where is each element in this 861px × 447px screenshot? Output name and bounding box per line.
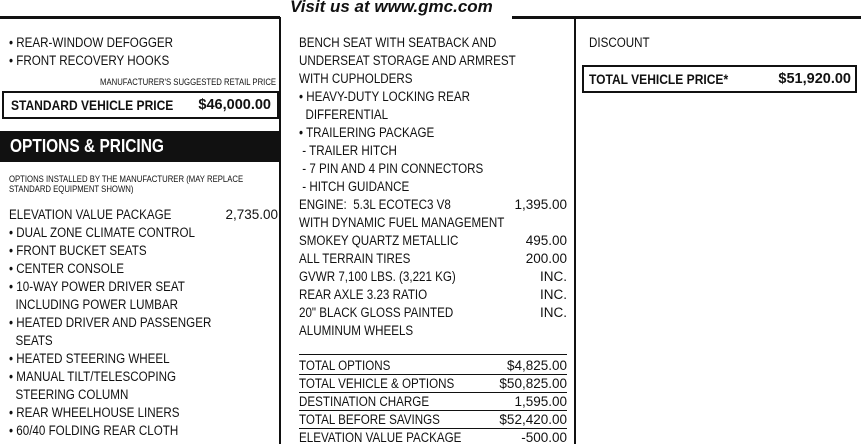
section-title: OPTIONS & PRICING <box>10 136 164 156</box>
options-pricing-banner <box>0 131 279 162</box>
option-line-text: UNDERSEAT STORAGE AND ARMREST <box>299 53 516 68</box>
package-item: SEATS <box>9 333 53 348</box>
website-url: Visit us at www.gmc.com <box>290 0 493 16</box>
package-item: • CENTER CONSOLE <box>9 261 125 276</box>
option-line-text: WITH CUPHOLDERS <box>299 71 413 86</box>
totals-top-rule <box>299 354 567 355</box>
column-divider-left <box>279 17 281 444</box>
totals-value: $50,825.00 <box>499 376 567 391</box>
standard-price-box <box>2 91 279 119</box>
standard-price-label: STANDARD VEHICLE PRICE <box>11 97 174 113</box>
totals-label: ELEVATION VALUE PACKAGE <box>299 430 462 445</box>
totals-value: $4,825.00 <box>506 358 567 373</box>
package-name: ELEVATION VALUE PACKAGE <box>9 207 172 222</box>
totals-value: 1,595.00 <box>514 394 567 409</box>
option-line-text: GVWR 7,100 LBS. (3,221 KG) <box>299 269 456 284</box>
msrp-caption: MANUFACTURER'S SUGGESTED RETAIL PRICE <box>100 77 277 87</box>
option-line-price: INC. <box>540 305 567 320</box>
option-line-price: 495.00 <box>525 233 567 248</box>
option-line-price: 1,395.00 <box>514 197 567 212</box>
package-item: STEERING COLUMN <box>9 387 129 402</box>
option-line-text: ENGINE: 5.3L ECOTEC3 V8 <box>299 197 451 212</box>
package-item: • 60/40 FOLDING REAR CLOTH <box>9 423 179 438</box>
totals-label: TOTAL OPTIONS <box>299 358 391 373</box>
total-price-label: TOTAL VEHICLE PRICE* <box>589 71 729 87</box>
option-line-text: DIFFERENTIAL <box>299 107 389 122</box>
option-line-text: - 7 PIN AND 4 PIN CONNECTORS <box>299 161 484 176</box>
package-item: • 10-WAY POWER DRIVER SEAT <box>9 279 185 294</box>
totals-value: -500.00 <box>521 430 567 445</box>
column-divider-right <box>574 17 576 444</box>
option-line-price: 200.00 <box>525 251 567 266</box>
top-rule-right <box>512 16 861 19</box>
option-line-text: SMOKEY QUARTZ METALLIC <box>299 233 459 248</box>
options-note: OPTIONS INSTALLED BY THE MANUFACTURER (MAY REPLACE <box>9 174 244 184</box>
option-line-text: ALL TERRAIN TIRES <box>299 251 411 266</box>
left-top-item: • REAR-WINDOW DEFOGGER <box>9 35 174 50</box>
package-item: • HEATED STEERING WHEEL <box>9 351 170 366</box>
option-line-text: - HITCH GUIDANCE <box>299 179 410 194</box>
totals-label: DESTINATION CHARGE <box>299 394 430 409</box>
option-line-text: 20" BLACK GLOSS PAINTED <box>299 305 454 320</box>
option-line-text: • HEAVY-DUTY LOCKING REAR <box>299 89 470 104</box>
package-item: • FRONT BUCKET SEATS <box>9 243 147 258</box>
totals-label: TOTAL VEHICLE & OPTIONS <box>299 376 455 391</box>
total-price-value: $51,920.00 <box>778 71 851 87</box>
package-item: • DUAL ZONE CLIMATE CONTROL <box>9 225 195 240</box>
option-line-text: REAR AXLE 3.23 RATIO <box>299 287 428 302</box>
totals-label: TOTAL BEFORE SAVINGS <box>299 412 440 427</box>
option-line-text: BENCH SEAT WITH SEATBACK AND <box>299 35 497 50</box>
option-line-text: ALUMINUM WHEELS <box>299 323 414 338</box>
standard-price-value: $46,000.00 <box>198 97 271 113</box>
left-top-item: • FRONT RECOVERY HOOKS <box>9 53 170 68</box>
option-line-text: • TRAILERING PACKAGE <box>299 125 435 140</box>
discount-label: DISCOUNT <box>589 35 650 50</box>
option-line-price: INC. <box>540 269 567 284</box>
total-price-box <box>582 65 857 93</box>
package-item: • MANUAL TILT/TELESCOPING <box>9 369 177 384</box>
package-item: • REAR WHEELHOUSE LINERS <box>9 405 180 420</box>
package-price: 2,735.00 <box>225 207 278 222</box>
totals-value: $52,420.00 <box>499 412 567 427</box>
top-rule-left <box>0 16 280 19</box>
option-line-price: INC. <box>540 287 567 302</box>
package-item: • HEATED DRIVER AND PASSENGER <box>9 315 212 330</box>
option-line-text: - TRAILER HITCH <box>299 143 397 158</box>
option-line-text: WITH DYNAMIC FUEL MANAGEMENT <box>299 215 505 230</box>
package-item: INCLUDING POWER LUMBAR <box>9 297 179 312</box>
options-note: STANDARD EQUIPMENT SHOWN) <box>9 184 134 194</box>
